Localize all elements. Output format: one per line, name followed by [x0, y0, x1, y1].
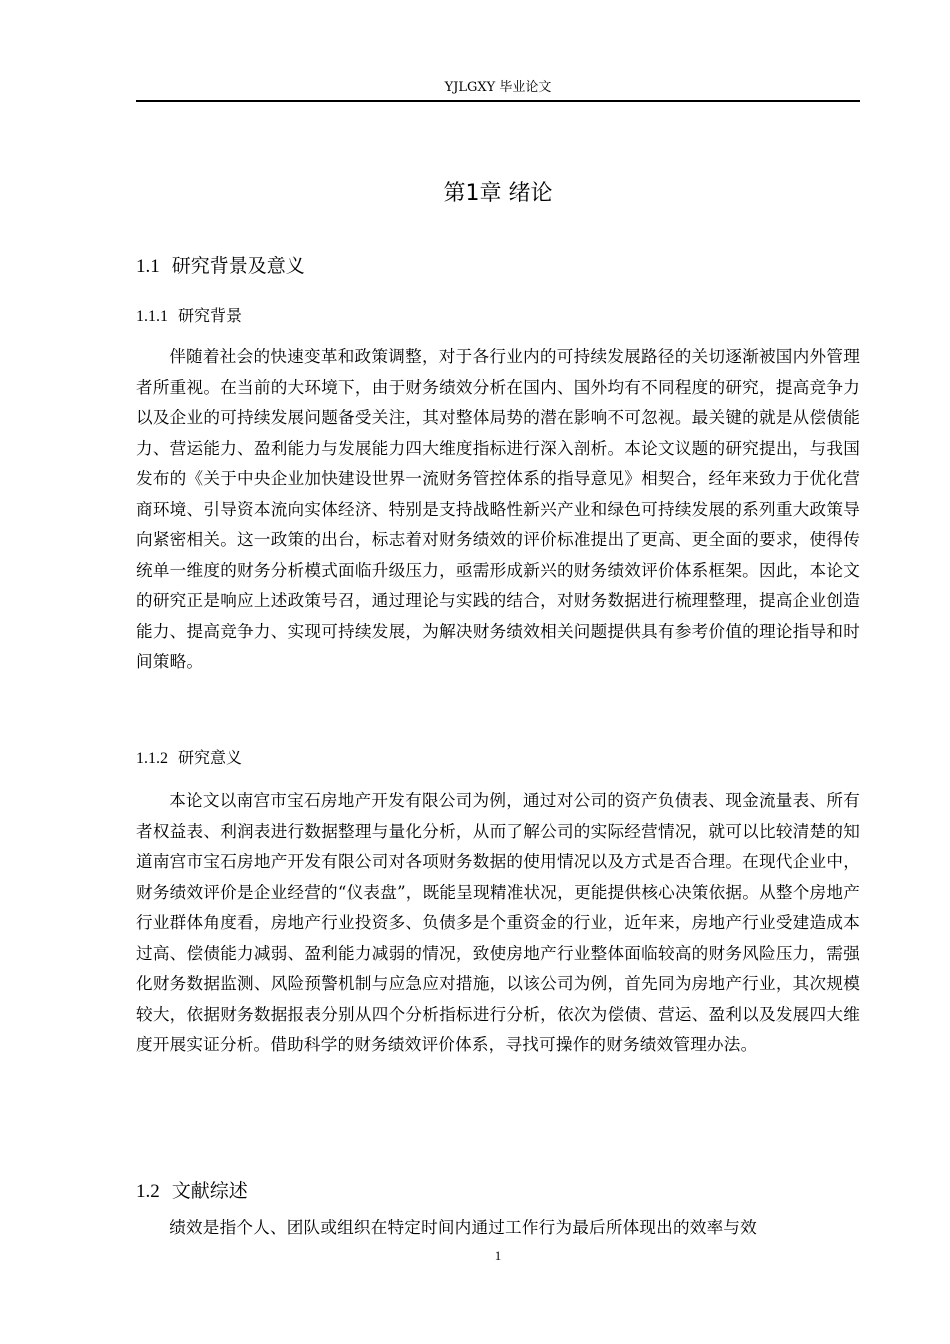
subsection-heading-1-1-2 [136, 745, 242, 772]
section-number: 1.2 [136, 1181, 160, 1202]
chapter-title: 第1章 绪论 [443, 181, 553, 206]
paragraph-research-background: 伴随着社会的快速变革和政策调整，对于各行业内的可持续发展路径的关切逐渐被国内外管理者所重视。在当前的大环境下，由于财务绩效分析在国内、国外均有不同程度的研究，提高竞争力以及企业的可持续发展问题备受关注，其对整体局势的潜在影响不可忽视。最关键的就是从偿债能力、营运能力、盈利能力与发展能力四大维度指标进行深入剖析。本论文议题的研究提出，与我国发布的《关于中央企业加快建设世界一流财务管控体系的指导意见》相契合，经年来致力于优化营商环境、引导资本流向实体经济、特别是支持战略性新兴产业和绿色可持续发展的系列重大政策导向紧密相关。这一政策的出台，标志着对财务绩效的评价标准提出了更高、更全面的要求，使得传统单一维度的财务分析模式面临升级压力，亟需形成新兴的财务绩效评价体系框架。因此，本论文的研究正是响应上述政策号召，通过理论与实践的结合，对财务数据进行梳理整理，提高企业创造能力、提高竞争力、实现可持续发展，为解决财务绩效相关问题提供具有参考价值的理论指导和时间策略。 [136, 347, 860, 671]
paragraph-research-significance: 本论文以南宫市宝石房地产开发有限公司为例，通过对公司的资产负债表、现金流量表、所有者权益表、利润表进行数据整理与量化分析，从而了解公司的实际经营情况，就可以比较清楚的知道南宫市宝石房地产开发有限公司对各项财务数据的使用情况以及方式是否合理。在现代企业中，财务绩效评价是企业经营的“仪表盘”，既能呈现精准状况，更能提供核心决策依据。从整个房地产行业群体角度看，房地产行业投资多、负债多是个重资金的行业，近年来，房地产行业受建造成本过高、偿债能力减弱、盈利能力减弱的情况，致使房地产行业整体面临较高的财务风险压力，需强化财务数据监测、风险预警机制与应急应对措施，以该公司为例，首先同为房地产行业，其次规模较大，依据财务数据报表分别从四个分析指标进行分析，依次为偿债、营运、盈利以及发展四大维度开展实证分析。借助科学的财务绩效评价体系，寻找可操作的财务绩效管理办法。 [136, 791, 860, 1054]
section-title: 研究背景及意义 [171, 255, 305, 277]
section-number: 1.1 [136, 256, 160, 277]
subsection-title: 研究意义 [178, 748, 243, 767]
section-heading-1-2 [136, 1176, 248, 1207]
subsection-title: 研究背景 [178, 306, 243, 325]
page-number: 1 [494, 1248, 502, 1263]
running-header: YJLGXY 毕业论文 [444, 80, 552, 95]
header-divider [136, 100, 860, 102]
subsection-heading-1-1-1 [136, 303, 242, 330]
section-heading-1-1 [136, 251, 305, 282]
subsection-number: 1.1.2 [136, 750, 168, 767]
paragraph-literature-review: 绩效是指个人、团队或组织在特定时间内通过工作行为最后所体现出的效率与效 [169, 1218, 757, 1237]
subsection-number: 1.1.1 [136, 308, 168, 325]
section-title: 文献综述 [171, 1180, 248, 1202]
